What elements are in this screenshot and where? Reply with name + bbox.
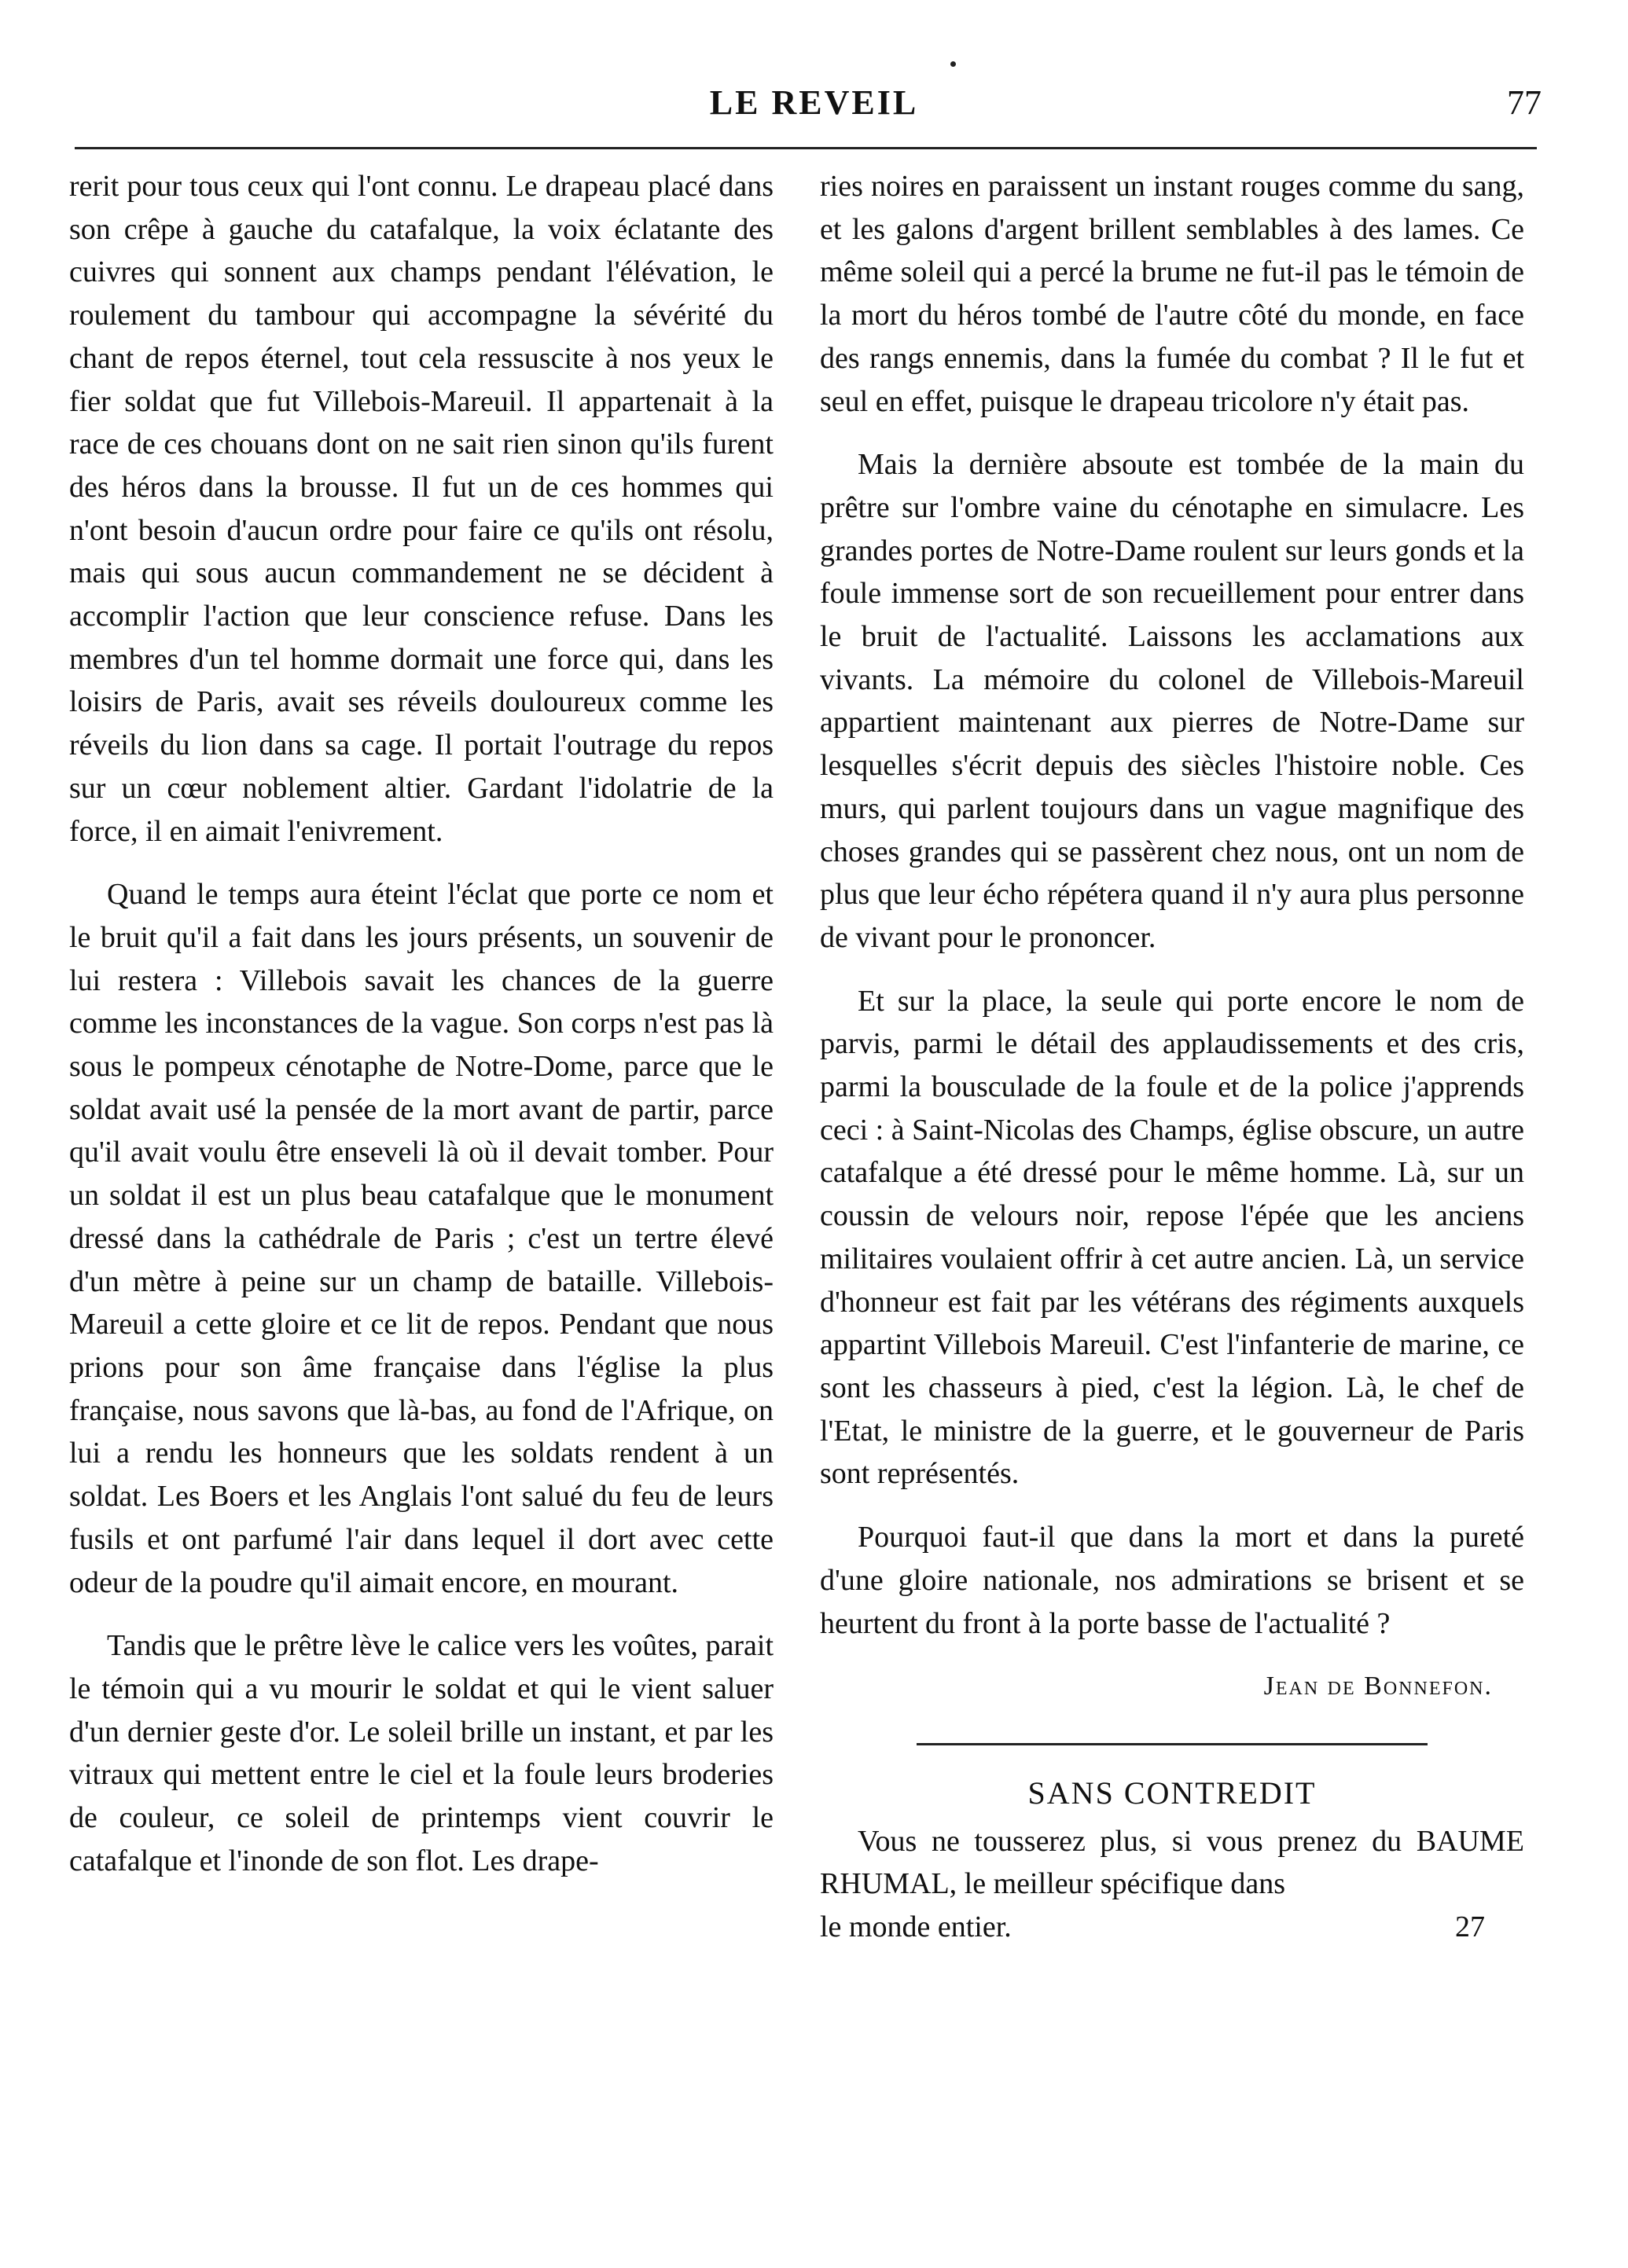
header-dot — [950, 61, 956, 67]
running-head: LE REVEIL — [709, 83, 919, 122]
ad-text: Vous ne tousserez plus, si vous prenez du BAUME RHUMAL, le meilleur spécifique dans — [820, 1824, 1524, 1901]
ad-heading: SANS CONTREDIT — [1027, 1774, 1317, 1811]
paragraph: Et sur la place, la seule qui porte encore le nom de parvis, parmi le détail des applaudissements et des cris, parmi la bousculade de la foule et de la police j'apprends ceci : à Saint-Nicolas des Champs, église obscure, un autre catafalque a été dressé pour le même homme. Là, sur un coussin de velours noir, repose l'épée que les anciens militaires voulaient offrir à cet autre ancien. Là, un service d'honneur est fait par les vétérans des régiments auxquels appartint Villebois Mareuil. C'est l'infanterie de marine, ce sont les chasseurs à pied, c'est la légion. Là, le chef de l'Etat, le ministre de la guerre, et le gouverneur de Paris sont représentés. — [820, 984, 1524, 1491]
paragraph: rerit pour tous ceux qui l'ont connu. Le drapeau placé dans son crêpe à gauche du catafalque, la voix éclatante des cuivres qui sonnent aux champs pendant l'élévation, le roulement du tambour qui accompagne la sévérité du chant de repos éternel, tout cela ressuscite à nos yeux le fier soldat que fut Villebois-Mareuil. Il appartenait à la race de ces chouans dont on ne sait rien sinon qu'ils furent des héros dans la brousse. Il fut un de ces hommes qui n'ont besoin d'aucun ordre pour faire ce qu'ils ont résolu, mais qui sous aucun commandement ne se décident à accomplir l'action que leur conscience refuse. Dans les membres d'un tel homme dormait une force qui, dans les loisirs de Paris, avait ses réveils douloureux comme les réveils du lion dans sa cage. Il portait l'outrage du repos sur un cœur noblement altier. Gardant l'idolatrie de la force, il en aimait l'enivrement. — [69, 170, 774, 848]
ad-last-text: le monde entier. — [820, 1910, 1012, 1944]
author-signature: Jean de Bonnefon. — [1263, 1672, 1493, 1701]
ad-last-line — [820, 1906, 1524, 1949]
right-column — [820, 165, 1524, 1949]
paragraph: Quand le temps aura éteint l'éclat que porte ce nom et le bruit qu'il a fait dans les jours présents, un souvenir de lui restera : Villebois savait les chances de la guerre comme les inconstances de la vague. Son corps n'est pas là sous le pompeux cénotaphe de Notre-Dome, parce que le soldat avait usé la pensée de la mort avant de partir, parce qu'il avait voulu être enseveli là où il devait tomber. Pour un soldat il est un plus beau catafalque que le monument dressé dans la cathédrale de Paris ; c'est un tertre élevé d'un mètre à peine sur un champ de bataille. Villebois-Mareuil a cette gloire et ce lit de repos. Pendant que nous prions pour son âme française dans l'église la plus française, nous savons que là-bas, au fond de l'Afrique, on lui a rendu les honneurs que les soldats rendent à un soldat. Les Boers et les Anglais l'ont salué du feu de leurs fusils et ont parfumé l'air dans lequel il dort avec cette odeur de la poudre qu'il aimait encore, en mourant. — [69, 878, 774, 1599]
paragraph: Tandis que le prêtre lève le calice vers les voûtes, parait le témoin qui a vu mourir le soldat et qui le vient saluer d'un dernier geste d'or. Le soleil brille un instant, et par les vitraux qui mettent entre le ciel et la foule leurs broderies de couleur, ce soleil de printemps vient couvrir le catafalque et l'inonde de son flot. Les drape- — [69, 1629, 774, 1877]
ad-code: 27 — [1455, 1910, 1485, 1944]
paragraph: ries noires en paraissent un instant rouges comme du sang, et les galons d'argent brillent semblables à des lames. Ce même soleil qui a percé la brume ne fut-il pas le témoin de la mort du héros tombé de l'autre côté du monde, en face des rangs ennemis, dans la fumée du combat ? Il le fut et seul en effet, puisque le drapeau tricolore n'y était pas. — [820, 170, 1524, 418]
paragraph: Mais la dernière absoute est tombée de la main du prêtre sur l'ombre vaine du cénotaphe en simulacre. Les grandes portes de Notre-Dame roulent sur leurs gonds et la foule immense sort de son recueillement pour entrer dans le bruit de l'actualité. Laissons les acclamations aux vivants. La mémoire du colonel de Villebois-Mareuil appartient maintenant aux pierres de Notre-Dame sur lesquelles s'écrit depuis des siècles l'histoire noble. Ces murs, qui parlent toujours dans un vague magnifique des choses grandes qui se passèrent chez nous, ont un nom de plus que leur écho répétera quand il n'y aura plus personne de vivant pour le prononcer. — [820, 448, 1524, 954]
paragraph: Pourquoi faut-il que dans la mort et dans la pureté d'une gloire nationale, nos admirations se brisent et se heurtent du front à la porte basse de l'actualité ? — [820, 1521, 1524, 1640]
section-divider — [917, 1743, 1428, 1745]
left-column — [69, 165, 774, 1903]
header-rule — [75, 147, 1537, 149]
page-number: 77 — [1507, 83, 1542, 122]
